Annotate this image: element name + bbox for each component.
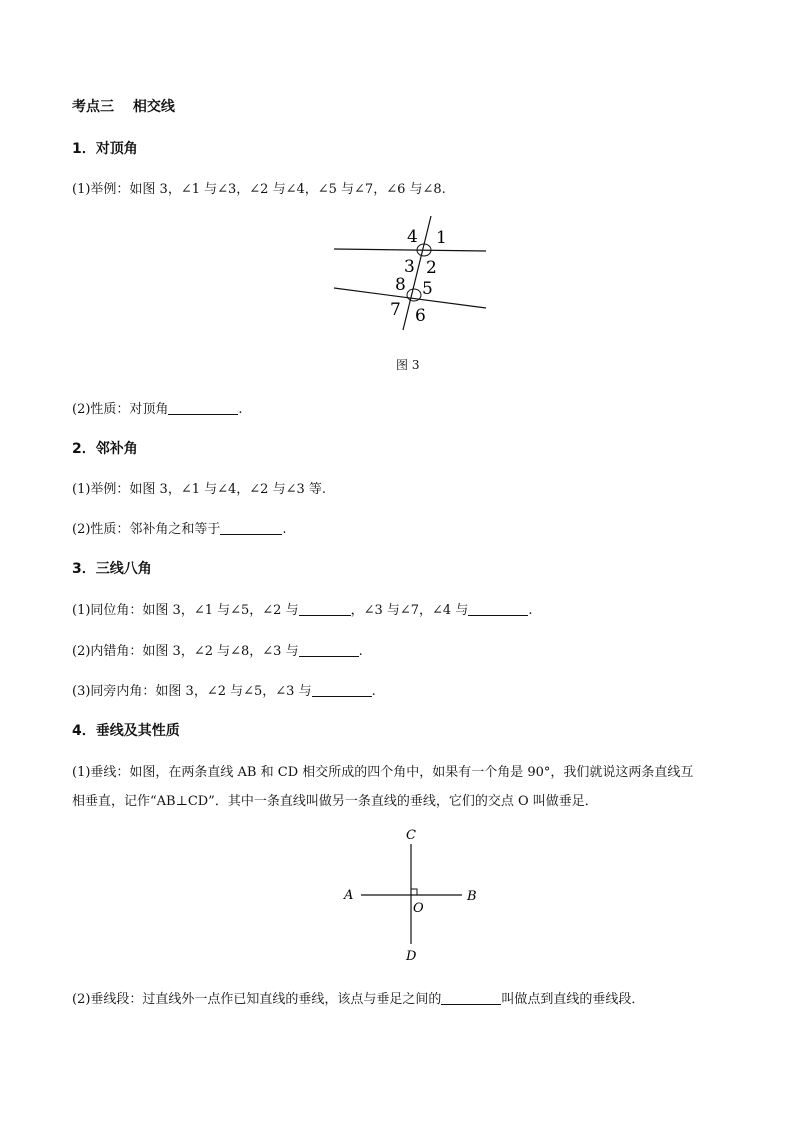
angle-label-5: 5 <box>422 279 433 299</box>
adjacent-angles-example: (1)举例：如图 3，∠1 与∠4，∠2 与∠3 等. <box>72 482 327 497</box>
point-label-d: D <box>406 949 417 964</box>
lower-line <box>334 288 486 308</box>
point-label-c: C <box>406 828 416 843</box>
upper-line <box>334 249 486 251</box>
co-interior-angles-text: (3)同旁内角：如图 3，∠2 与∠5，∠3 与 <box>72 684 312 699</box>
answer-blank[interactable] <box>441 991 501 1005</box>
point-label-a: A <box>344 888 354 903</box>
answer-blank[interactable] <box>168 401 238 415</box>
angle-label-4: 4 <box>407 227 418 247</box>
co-interior-angles-line <box>72 680 376 699</box>
period: . <box>282 522 287 537</box>
period: . <box>238 402 243 417</box>
heading-vertical-angles: 1．对顶角 <box>72 141 138 157</box>
figure-3-diagram <box>330 212 490 332</box>
perpendicular-diagram <box>336 822 486 968</box>
answer-blank[interactable] <box>312 683 372 697</box>
answer-blank[interactable] <box>468 602 528 616</box>
angle-label-1: 1 <box>436 228 447 248</box>
vertical-angles-example: (1)举例：如图 3，∠1 与∠3，∠2 与∠4，∠5 与∠7，∠6 与∠8. <box>72 182 446 197</box>
heading-perpendicular: 4．垂线及其性质 <box>72 723 180 739</box>
angle-label-6: 6 <box>415 306 426 326</box>
perpendicular-segment-line <box>72 988 644 1007</box>
perpendicular-definition-line-1: (1)垂线：如图，在两条直线 AB 和 CD 相交所成的四个角中，如果有一个角是 90°，我们就说这两条直线互 <box>72 765 694 780</box>
angle-label-2: 2 <box>426 258 437 278</box>
heading-three-lines-eight-angles: 3．三线八角 <box>72 561 152 577</box>
adjacent-angles-property-text: (2)性质：邻补角之和等于 <box>72 522 221 537</box>
point-label-b: B <box>467 889 477 904</box>
period: . <box>528 603 533 618</box>
figure-3-caption: 图 3 <box>396 358 420 372</box>
vertical-angles-property <box>72 398 243 417</box>
period: . <box>371 684 376 699</box>
vertical-angles-property-text: (2)性质：对顶角 <box>72 402 169 417</box>
point-label-o: O <box>413 901 424 916</box>
corresponding-angles-line <box>72 599 532 618</box>
adjacent-angles-property <box>72 518 287 537</box>
angle-label-7: 7 <box>390 300 401 320</box>
answer-blank[interactable] <box>299 602 351 616</box>
heading-adjacent-angles: 2．邻补角 <box>72 441 138 457</box>
answer-blank[interactable] <box>299 643 359 657</box>
right-angle-mark <box>411 889 417 895</box>
answer-blank[interactable] <box>220 521 282 535</box>
alternate-interior-angles-line <box>72 640 363 659</box>
alternate-interior-angles-text: (2)内错角：如图 3，∠2 与∠8，∠3 与 <box>72 644 299 659</box>
corresponding-angles-text-1: (1)同位角：如图 3，∠1 与∠5，∠2 与 <box>72 603 299 618</box>
period: . <box>358 644 363 659</box>
perpendicular-segment-text-1: (2)垂线段：过直线外一点作已知直线的垂线，该点与垂足之间的 <box>72 992 442 1007</box>
perpendicular-definition-line-2: 相垂直，记作“AB⊥CD”．其中一条直线叫做另一条直线的垂线，它们的交点 O 叫做垂足． <box>72 794 598 809</box>
corresponding-angles-text-2: ，∠3 与∠7，∠4 与 <box>350 603 469 618</box>
angle-arc-lower <box>407 289 421 301</box>
perpendicular-segment-text-2: 叫做点到直线的垂线段． <box>501 992 645 1007</box>
angle-label-3: 3 <box>404 257 415 277</box>
angle-label-8: 8 <box>395 275 406 295</box>
section-title: 考点三 相交线 <box>72 99 175 115</box>
